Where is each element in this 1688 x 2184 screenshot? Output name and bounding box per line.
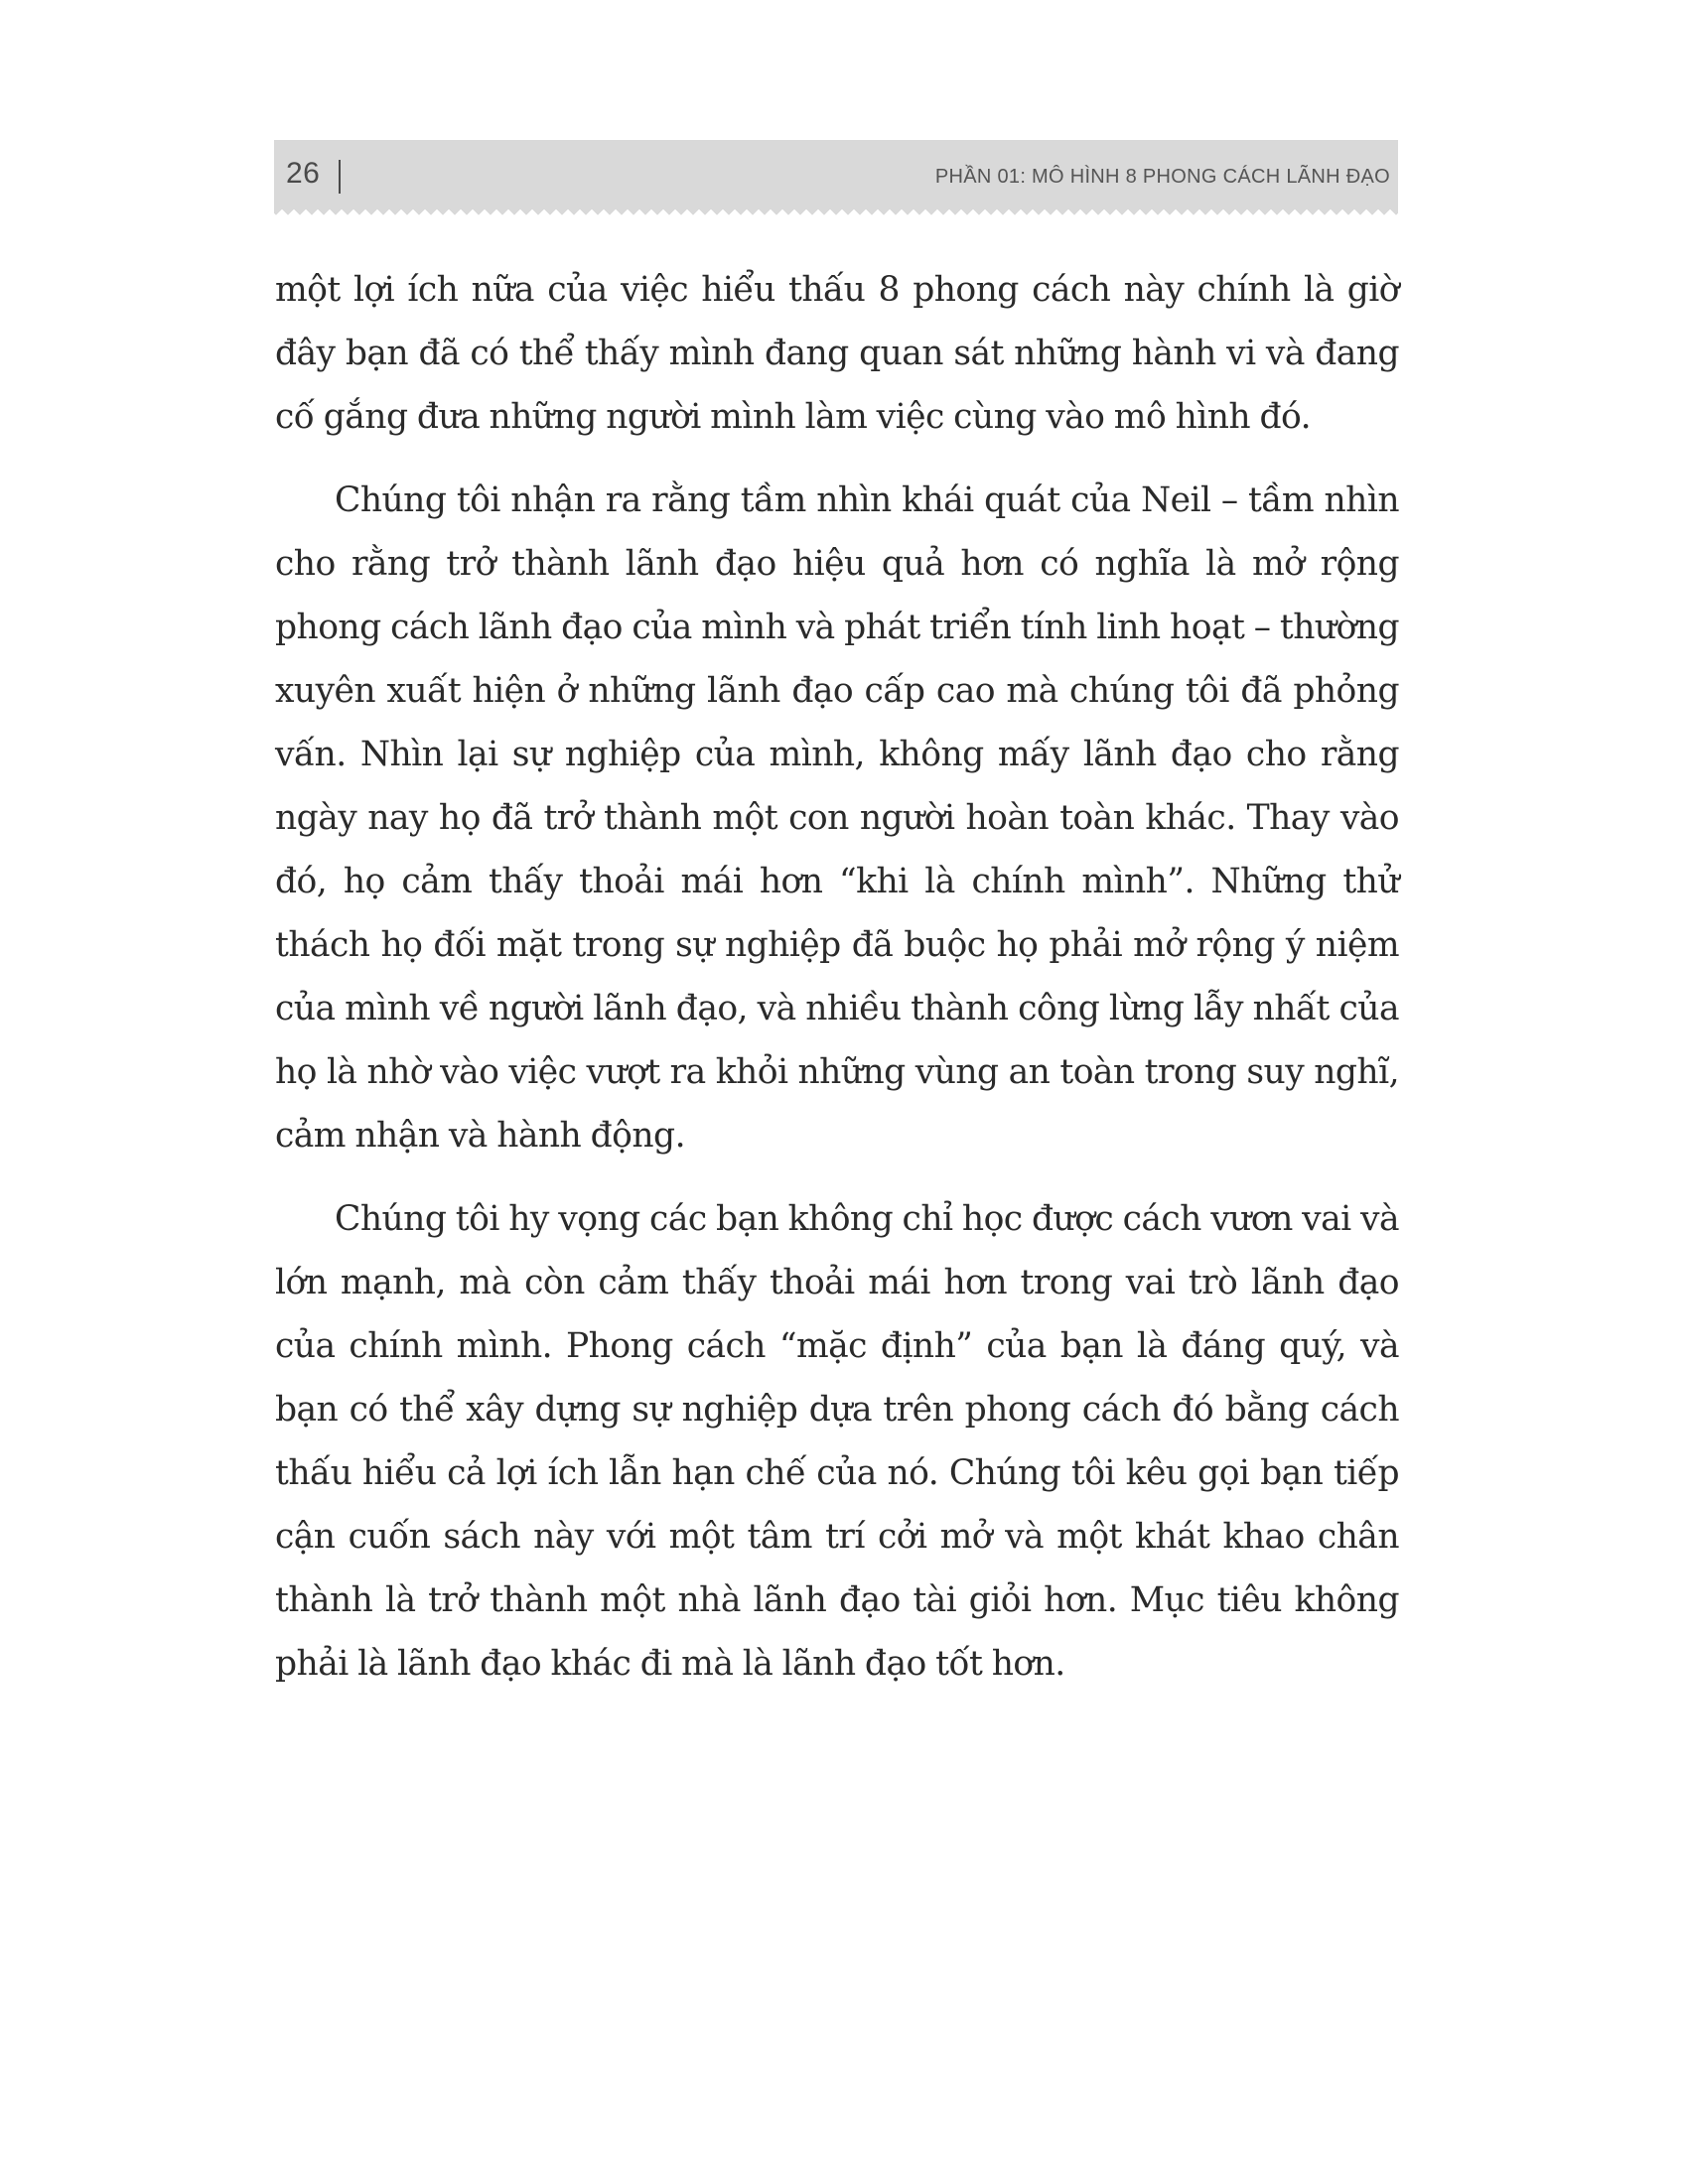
paragraph: Chúng tôi hy vọng các bạn không chỉ học được cách vươn vai và lớn mạnh, mà còn cảm thấy thoải mái hơn trong vai trò lãnh đạo của chính mình. Phong cách “mặc định” của bạn là đáng quý, và bạn có thể xây dựng sự nghiệp dựa trên phong cách đó bằng cách thấu hiểu cả lợi ích lẫn hạn chế của nó. Chúng tôi kêu gọi bạn tiếp cận cuốn sách này với một tâm trí cởi mở và một khát khao chân thành là trở thành một nhà lãnh đạo tài giỏi hơn. Mục tiêu không phải là lãnh đạo khác đi mà là lãnh đạo tốt hơn. xyxy=(275,1199,1399,1684)
page-number: 26 xyxy=(286,157,321,190)
running-title: PHẦN 01: MÔ HÌNH 8 PHONG CÁCH LÃNH ĐẠO xyxy=(934,166,1390,188)
paragraph-continuation: một lợi ích nữa của việc hiểu thấu 8 phong cách này chính là giờ đây bạn đã có thể thấy mình đang quan sát những hành vi và đang cố gắng đưa những người mình làm việc cùng vào mô hình đó. xyxy=(275,270,1399,437)
body-text xyxy=(275,258,1399,1715)
header-divider xyxy=(339,160,341,194)
paragraph: Chúng tôi nhận ra rằng tầm nhìn khái quát của Neil – tầm nhìn cho rằng trở thành lãnh đạo hiệu quả hơn có nghĩa là mở rộng phong cách lãnh đạo của mình và phát triển tính linh hoạt – thường xuyên xuất hiện ở những lãnh đạo cấp cao mà chúng tôi đã phỏng vấn. Nhìn lại sự nghiệp của mình, không mấy lãnh đạo cho rằng ngày nay họ đã trở thành một con người hoàn toàn khác. Thay vào đó, họ cảm thấy thoải mái hơn “khi là chính mình”. Những thử thách họ đối mặt trong sự nghiệp đã buộc họ phải mở rộng ý niệm của mình về người lãnh đạo, và nhiều thành công lừng lẫy nhất của họ là nhờ vào việc vượt ra khỏi những vùng an toàn trong suy nghĩ, cảm nhận và hành động. xyxy=(275,480,1399,1156)
